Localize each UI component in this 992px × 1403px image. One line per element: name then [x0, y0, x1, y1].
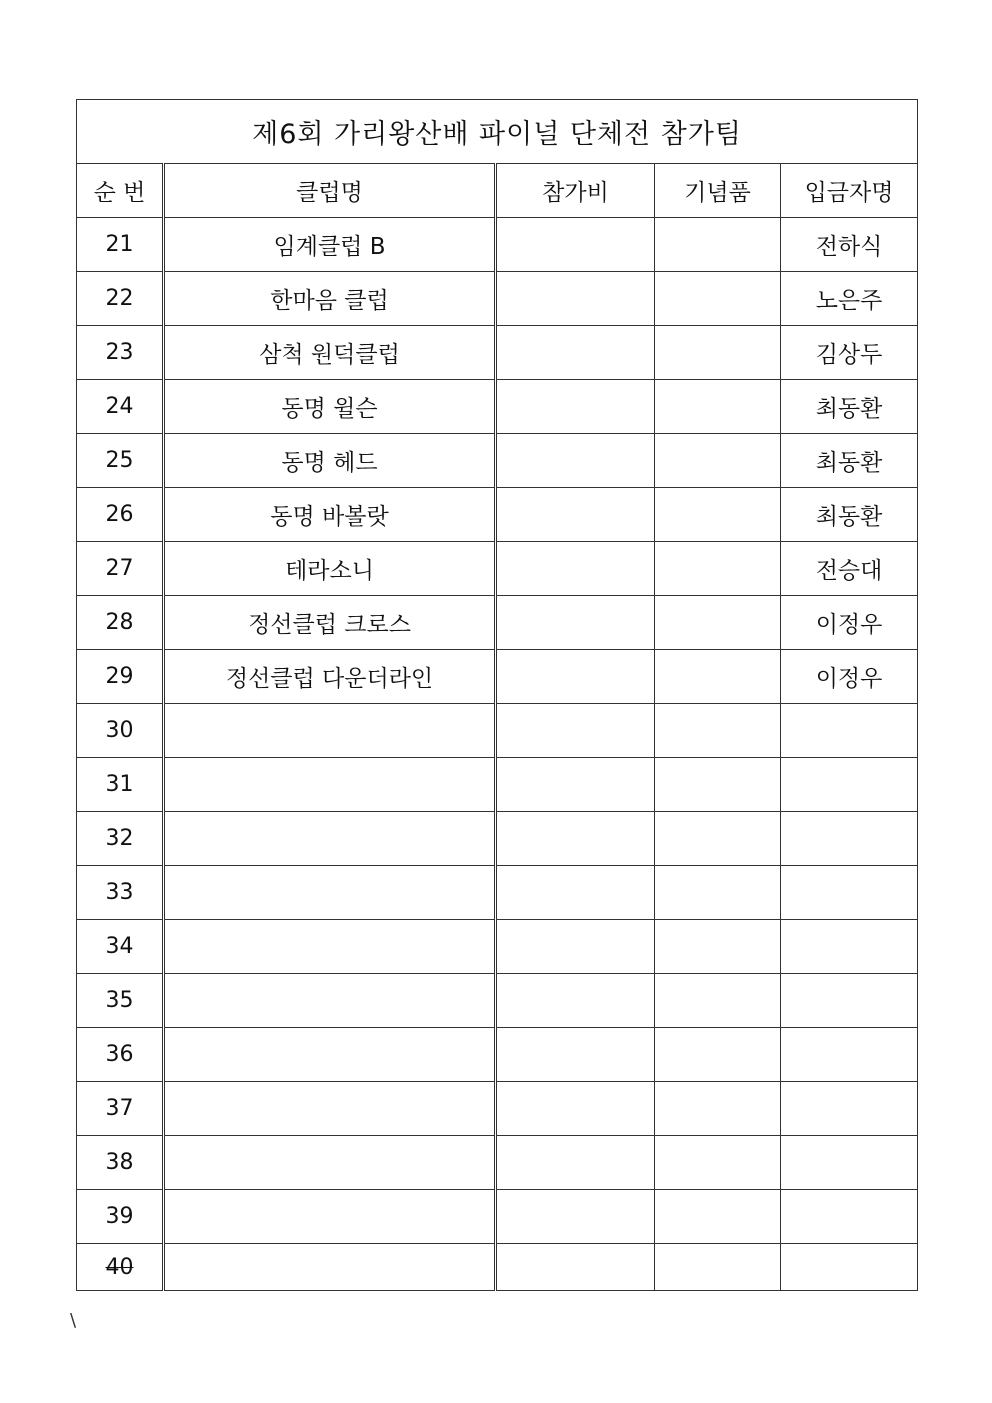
roster-table: [76, 99, 918, 1291]
table-row: [77, 542, 918, 596]
club-name-cell: 동명 윌슨: [164, 380, 496, 434]
gift-cell: [655, 218, 781, 272]
gift-cell: [655, 1136, 781, 1190]
header-club: 클럽명: [164, 164, 496, 218]
row-number: 31: [77, 758, 164, 812]
gift-cell: [655, 974, 781, 1028]
depositor-cell: [781, 1082, 918, 1136]
gift-cell: [655, 1082, 781, 1136]
row-number: 26: [77, 488, 164, 542]
table-row: [77, 596, 918, 650]
fee-cell: [496, 218, 655, 272]
club-name-cell: 동명 바볼랏: [164, 488, 496, 542]
row-number: 21: [77, 218, 164, 272]
gift-cell: [655, 272, 781, 326]
depositor-cell: [781, 866, 918, 920]
row-number: 30: [77, 704, 164, 758]
gift-cell: [655, 326, 781, 380]
gift-cell: [655, 596, 781, 650]
table-row: [77, 380, 918, 434]
depositor-cell: [781, 920, 918, 974]
gift-cell: [655, 812, 781, 866]
gift-cell: [655, 542, 781, 596]
fee-cell: [496, 1082, 655, 1136]
club-name-cell: 동명 헤드: [164, 434, 496, 488]
header-depositor: 입금자명: [781, 164, 918, 218]
club-name-cell: [164, 1028, 496, 1082]
depositor-cell: 이정우: [781, 650, 918, 704]
row-number: 34: [77, 920, 164, 974]
fee-cell: [496, 812, 655, 866]
fee-cell: [496, 272, 655, 326]
fee-cell: [496, 866, 655, 920]
row-number: 27: [77, 542, 164, 596]
gift-cell: [655, 434, 781, 488]
table-row: [77, 326, 918, 380]
depositor-cell: 전승대: [781, 542, 918, 596]
gift-cell: [655, 866, 781, 920]
row-number: 24: [77, 380, 164, 434]
table-row: [77, 488, 918, 542]
depositor-cell: [781, 812, 918, 866]
depositor-cell: [781, 1244, 918, 1291]
table-row: [77, 218, 918, 272]
row-number: 37: [77, 1082, 164, 1136]
fee-cell: [496, 758, 655, 812]
table-row: [77, 974, 918, 1028]
fee-cell: [496, 974, 655, 1028]
depositor-cell: 김상두: [781, 326, 918, 380]
table-row: [77, 1136, 918, 1190]
fee-cell: [496, 704, 655, 758]
table-row: [77, 434, 918, 488]
fee-cell: [496, 1190, 655, 1244]
club-name-cell: [164, 812, 496, 866]
club-name-cell: [164, 1244, 496, 1291]
row-number: 36: [77, 1028, 164, 1082]
table-row: [77, 812, 918, 866]
fee-cell: [496, 542, 655, 596]
table-row: [77, 758, 918, 812]
row-number: 32: [77, 812, 164, 866]
table-row: [77, 272, 918, 326]
table-row: [77, 1190, 918, 1244]
depositor-cell: [781, 1190, 918, 1244]
row-number: 25: [77, 434, 164, 488]
fee-cell: [496, 1244, 655, 1291]
gift-cell: [655, 1028, 781, 1082]
table-row: [77, 704, 918, 758]
gift-cell: [655, 920, 781, 974]
fee-cell: [496, 434, 655, 488]
row-number: 40: [77, 1244, 164, 1291]
club-name-cell: 정선클럽 다운더라인: [164, 650, 496, 704]
depositor-cell: 이정우: [781, 596, 918, 650]
depositor-cell: 최동환: [781, 488, 918, 542]
gift-cell: [655, 380, 781, 434]
fee-cell: [496, 650, 655, 704]
row-number: 29: [77, 650, 164, 704]
row-number: 35: [77, 974, 164, 1028]
fee-cell: [496, 920, 655, 974]
club-name-cell: [164, 1136, 496, 1190]
depositor-cell: [781, 1028, 918, 1082]
row-number: 23: [77, 326, 164, 380]
gift-cell: [655, 650, 781, 704]
gift-cell: [655, 1244, 781, 1291]
club-name-cell: 한마음 클럽: [164, 272, 496, 326]
club-name-cell: 삼척 원덕클럽: [164, 326, 496, 380]
header-gift: 기념품: [655, 164, 781, 218]
club-name-cell: [164, 704, 496, 758]
document-title: 제6회 가리왕산배 파이널 단체전 참가팀: [77, 100, 918, 164]
fee-cell: [496, 1136, 655, 1190]
footer-mark: \: [70, 1310, 77, 1331]
fee-cell: [496, 326, 655, 380]
depositor-cell: [781, 758, 918, 812]
club-name-cell: [164, 866, 496, 920]
gift-cell: [655, 488, 781, 542]
gift-cell: [655, 1190, 781, 1244]
table-row: [77, 1244, 918, 1291]
row-number: 28: [77, 596, 164, 650]
table-row: [77, 920, 918, 974]
fee-cell: [496, 596, 655, 650]
fee-cell: [496, 380, 655, 434]
club-name-cell: [164, 758, 496, 812]
club-name-cell: 정선클럽 크로스: [164, 596, 496, 650]
depositor-cell: 전하식: [781, 218, 918, 272]
row-number: 33: [77, 866, 164, 920]
row-number: 38: [77, 1136, 164, 1190]
header-number: 순 번: [77, 164, 164, 218]
depositor-cell: 최동환: [781, 380, 918, 434]
gift-cell: [655, 704, 781, 758]
fee-cell: [496, 488, 655, 542]
row-number: 22: [77, 272, 164, 326]
roster-sheet: [76, 99, 917, 1291]
header-row: [77, 164, 918, 218]
table-row: [77, 650, 918, 704]
depositor-cell: 노은주: [781, 272, 918, 326]
header-fee: 참가비: [496, 164, 655, 218]
depositor-cell: 최동환: [781, 434, 918, 488]
club-name-cell: [164, 1082, 496, 1136]
depositor-cell: [781, 974, 918, 1028]
club-name-cell: [164, 920, 496, 974]
club-name-cell: 테라소니: [164, 542, 496, 596]
club-name-cell: [164, 974, 496, 1028]
table-row: [77, 866, 918, 920]
table-row: [77, 1028, 918, 1082]
gift-cell: [655, 758, 781, 812]
depositor-cell: [781, 1136, 918, 1190]
fee-cell: [496, 1028, 655, 1082]
club-name-cell: [164, 1190, 496, 1244]
table-row: [77, 1082, 918, 1136]
depositor-cell: [781, 704, 918, 758]
club-name-cell: 임계클럽 B: [164, 218, 496, 272]
row-number: 39: [77, 1190, 164, 1244]
